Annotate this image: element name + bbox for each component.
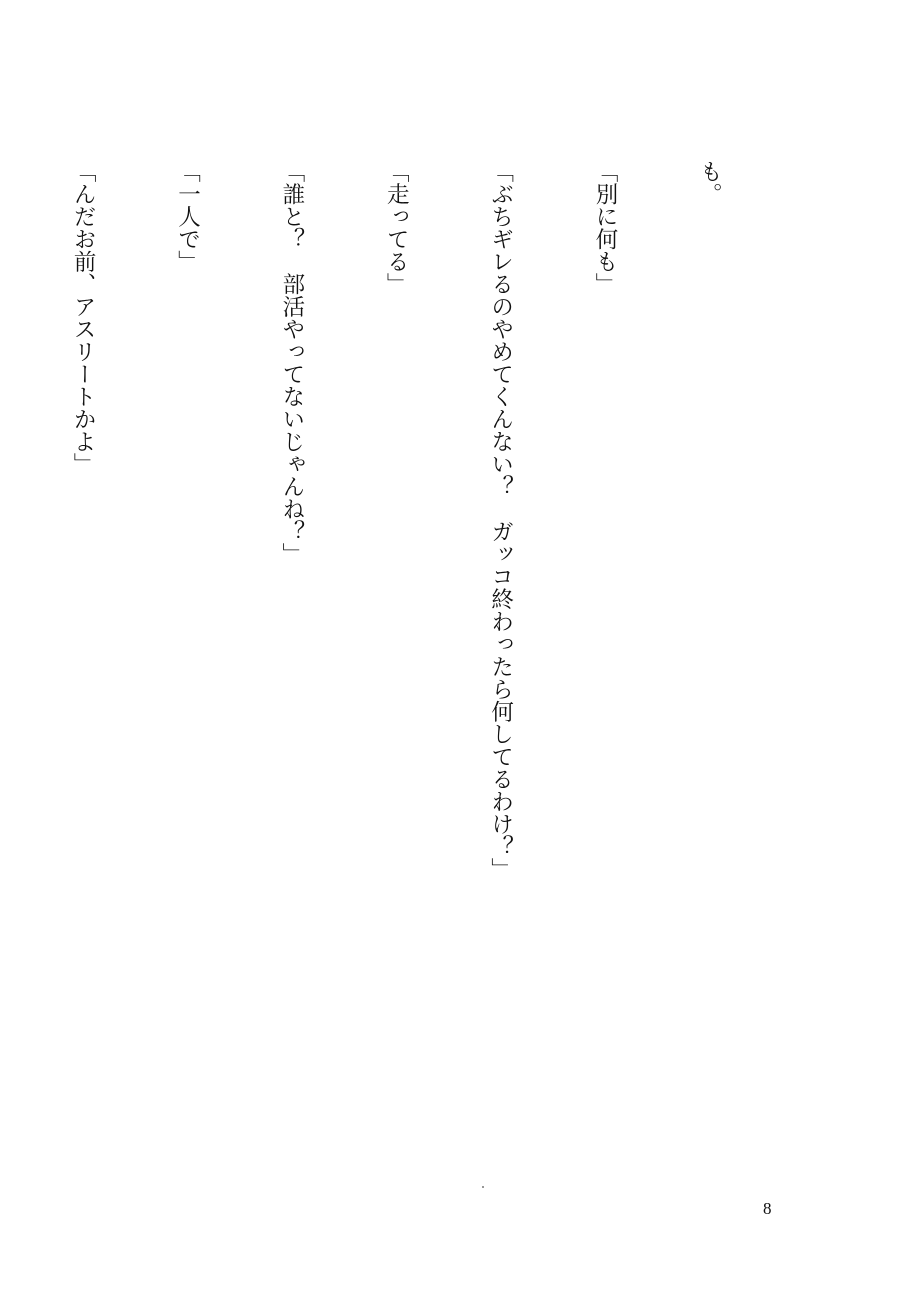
text-line: 「別に何も」 [592, 160, 619, 295]
text-line: 「一人で」 [174, 160, 201, 273]
text-line: 「走ってる」 [383, 160, 410, 295]
text-line: 「んだお前、アスリートかよ」 [70, 160, 97, 475]
text-line: 「誰と？ 部活やってないじゃんね？」 [278, 160, 305, 565]
text-line: も。 [696, 160, 723, 205]
body-text [0, 160, 796, 1140]
text-line: 「ぶちギレるのやめてくんない？ ガッコ終わったら何してるわけ？」 [487, 160, 514, 880]
page-speck [482, 1186, 484, 1188]
page-number: 8 [763, 1199, 772, 1218]
